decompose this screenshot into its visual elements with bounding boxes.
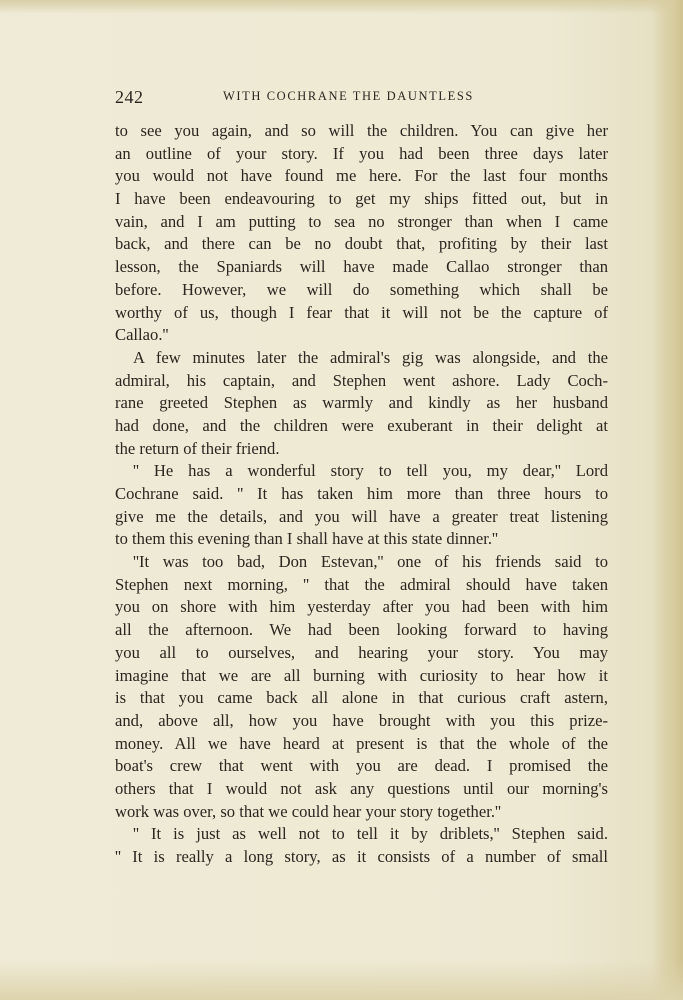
page-top-edge xyxy=(0,0,683,14)
text-line: work was over, so that we could hear your story together.'' xyxy=(115,801,501,821)
text-line: Stephen next morning, '' that the admiral should have taken xyxy=(115,574,608,594)
text-line: an outline of your story. If you had been three days later xyxy=(115,143,608,163)
text-line: I have been endeavouring to get my ships fitted out, but in xyxy=(115,189,608,209)
text-line: vain, and I am putting to sea no stronger than when I came xyxy=(115,211,608,231)
text-line: Callao.'' xyxy=(115,325,169,345)
text-line: to see you again, and so will the children. You can give her xyxy=(115,121,608,140)
page-number: 242 xyxy=(115,87,144,107)
text-line: Cochrane said. '' It has taken him more than three hours to xyxy=(115,484,608,503)
text-line: A few minutes later the admiral's gig was alongside, and the xyxy=(133,347,608,367)
text-line: imagine that we are all burning with curiosity to hear how it xyxy=(115,665,608,685)
text-line: rane greeted Stephen as warmly and kindly as her husband xyxy=(115,393,608,413)
text-line: money. All we have heard at present is that the whole of the xyxy=(115,733,608,753)
text-line: you on shore with him yesterday after you had been with him xyxy=(115,597,608,617)
text-line: is that you came back all alone in that curious craft astern, xyxy=(115,688,608,708)
text-line: give me the details, and you will have a greater treat listening xyxy=(115,506,608,526)
running-title: WITH COCHRANE THE DAUNTLESS xyxy=(223,89,474,103)
text-line: had done, and the children were exuberant in their delight at xyxy=(115,415,608,435)
page-bottom-edge xyxy=(0,960,683,1000)
text-line: the return of their friend. xyxy=(115,438,280,458)
text-line: before. However, we will do something which shall be xyxy=(115,279,608,299)
text-line: others that I would not ask any questions until our morning's xyxy=(115,778,608,798)
text-line: you all to ourselves, and hearing your story. You may xyxy=(115,642,608,662)
text-line: '' It is just as well not to tell it by driblets,'' Stephen said. xyxy=(133,824,608,844)
text-line: '' He has a wonderful story to tell you, my dear,'' Lord xyxy=(133,461,608,481)
text-line: all the afternoon. We had been looking forward to having xyxy=(115,620,608,640)
text-line: lesson, the Spaniards will have made Callao stronger than xyxy=(115,257,608,277)
page-header xyxy=(115,87,608,107)
body-text xyxy=(115,120,608,869)
text-line: '' It is really a long story, as it consists of a number of small xyxy=(115,847,608,866)
text-line: admiral, his captain, and Stephen went ashore. Lady Coch- xyxy=(115,370,608,390)
page-right-edge xyxy=(651,0,683,1000)
text-line: to them this evening than I shall have at this state dinner.'' xyxy=(115,529,498,549)
text-line: and, above all, how you have brought with you this prize- xyxy=(115,710,608,730)
text-line: back, and there can be no doubt that, profiting by their last xyxy=(115,234,608,254)
text-line: you would not have found me here. For the last four months xyxy=(115,166,608,186)
text-line: ''It was too bad, Don Estevan,'' one of his friends said to xyxy=(133,552,608,572)
text-line: worthy of us, though I fear that it will not be the capture of xyxy=(115,302,608,322)
text-line: boat's crew that went with you are dead. I promised the xyxy=(115,756,608,776)
